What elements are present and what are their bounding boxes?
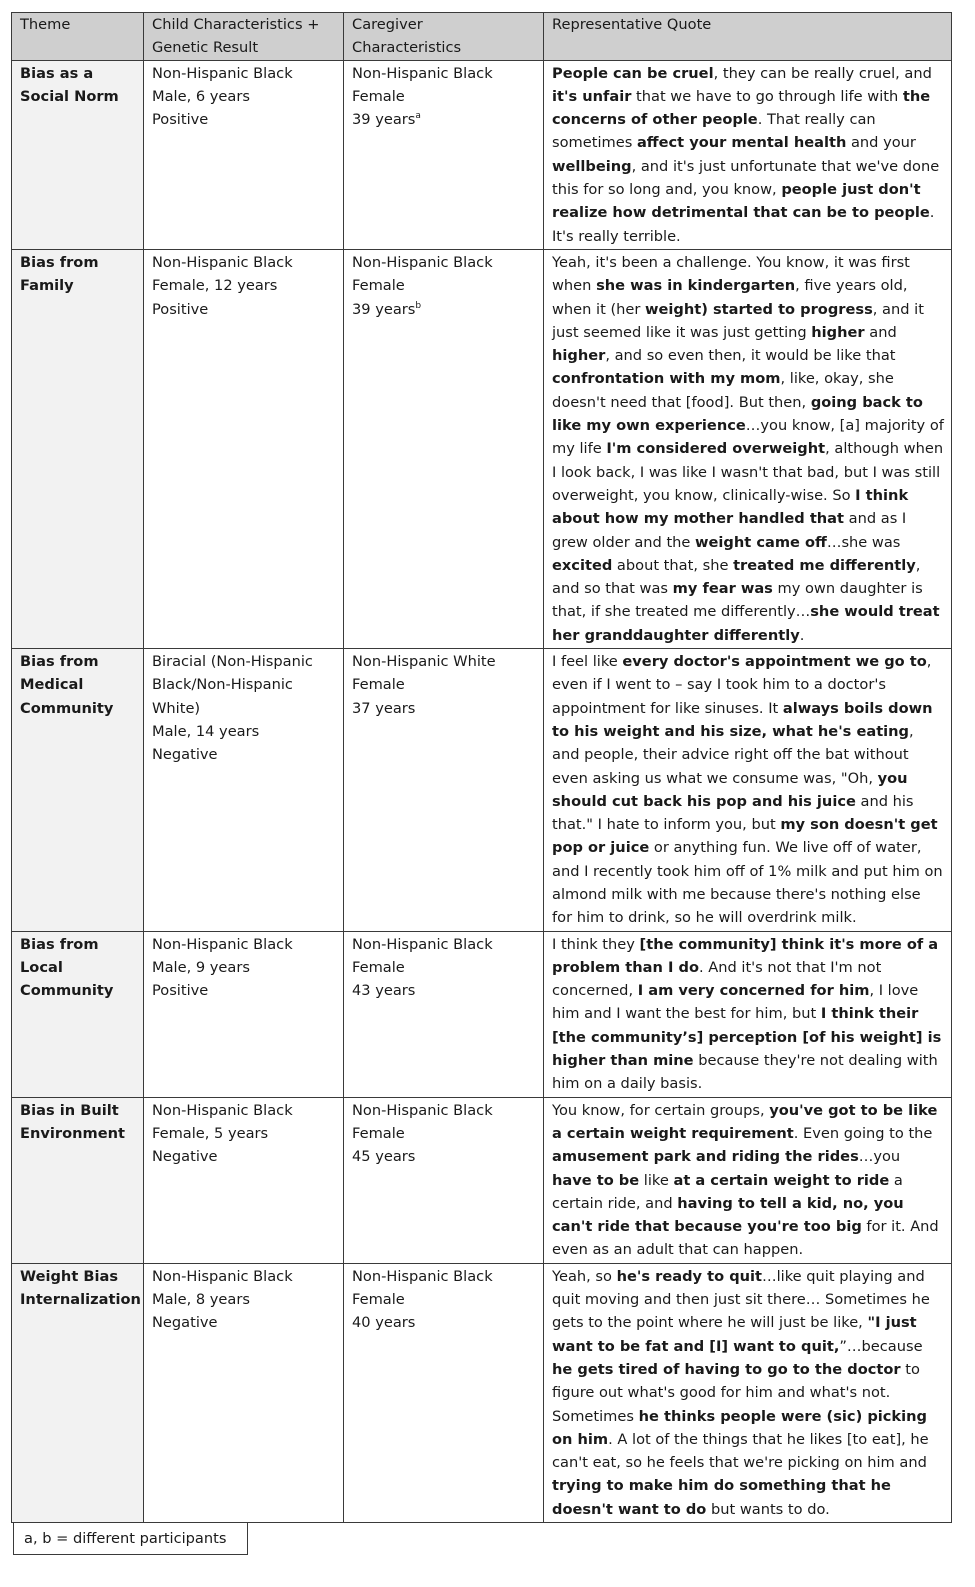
quote-emphasis: you should cut back his pop and his juice — [552, 769, 908, 810]
participant-superscript: b — [415, 300, 422, 311]
quote-emphasis: weight) started to progress — [645, 300, 873, 318]
caregiver-characteristic-line — [352, 1099, 536, 1122]
caregiver-characteristic-text: Female — [352, 1291, 405, 1309]
table-body — [12, 60, 952, 1522]
caregiver-characteristic-line — [352, 1145, 536, 1168]
table-row — [12, 60, 952, 249]
child-characteristic-line: Male, 8 years — [152, 1291, 250, 1309]
quote-text: and as I grew older and the — [552, 510, 907, 551]
caregiver-characteristic-text: Non-Hispanic Black — [352, 1101, 493, 1119]
theme-cell: Bias as a Social Norm — [12, 60, 144, 249]
quote-text: , and people, their advice right off the bat without even asking us what we consume was, "Oh, — [552, 722, 914, 787]
caregiver-characteristic-text: Non-Hispanic Black — [352, 935, 493, 953]
caregiver-characteristic-line — [352, 85, 536, 108]
quote-emphasis: she was in kindergarten — [596, 277, 796, 295]
caregiver-characteristic-text: 43 years — [352, 982, 416, 1000]
quote-emphasis: my son doesn't get pop or juice — [552, 816, 938, 857]
child-characteristic-line: Non-Hispanic Black — [152, 1267, 293, 1285]
quote-text: . And it's not that I'm not concerned, — [552, 958, 882, 1000]
quote-text: . Even going to the — [793, 1124, 933, 1142]
quote-text: , and it just seemed like it was just getting — [552, 300, 924, 341]
caregiver-characteristic-line — [352, 251, 536, 274]
quote-text: ”…because — [839, 1337, 923, 1355]
caregiver-characteristic-text: Female — [352, 676, 405, 694]
child-characteristic-line: Male, 6 years — [152, 87, 250, 105]
child-characteristic-line: Female, 12 years — [152, 277, 278, 295]
header-row — [12, 13, 952, 61]
quote-text: You know, for certain groups, — [552, 1101, 770, 1119]
quote-text: to figure out what's good for him and what's not. Sometimes — [552, 1360, 920, 1425]
quote-text: but wants to do. — [706, 1500, 830, 1518]
quote-emphasis: every doctor's appointment we go to — [622, 653, 927, 671]
quote-emphasis: treated me differently — [733, 556, 916, 574]
child-characteristics-cell — [144, 60, 344, 249]
quote-text: , although when I look back, I was like I wasn't that bad, but I was still overweight, you know, clinically-wise. So — [552, 440, 944, 504]
representative-quote-cell — [544, 1263, 952, 1522]
caregiver-characteristic-text: Female — [352, 1124, 405, 1142]
quote-text: that we have to go through life with — [631, 87, 903, 105]
child-characteristic-line: Positive — [152, 300, 209, 318]
caregiver-characteristic-text: Female — [352, 958, 405, 976]
header-child-characteristics: Child Characteristics + Genetic Result — [144, 13, 344, 61]
quote-emphasis: weight came off — [695, 533, 827, 551]
quote-emphasis: People can be cruel — [552, 64, 714, 82]
quote-emphasis: amusement park and riding the rides — [552, 1148, 859, 1166]
quote-text: …you — [858, 1148, 901, 1166]
caregiver-characteristic-line — [352, 298, 536, 321]
child-characteristic-line: Positive — [152, 982, 209, 1000]
quote-text: , and so that was — [552, 556, 921, 598]
child-characteristics-cell — [144, 649, 344, 932]
quote-text: Yeah, it's been a challenge. You know, it was first when — [552, 253, 910, 295]
quote-text: and — [864, 323, 897, 341]
child-characteristic-line: Female, 5 years — [152, 1124, 269, 1142]
quote-text: …you know, [a] majority of my life — [552, 417, 944, 458]
quote-text: . A lot of the things that he likes [to eat], he can't eat, so he feels that we're picking on him and — [552, 1430, 929, 1472]
quote-text: , and it's just unfortunate that we've done this for so long and, you know, — [552, 157, 940, 199]
quote-text: or anything fun. We live off of water, and I recently took him off of 1% milk and put him on almond milk with me because there's nothing else for him to drink, so he will overdrink milk. — [552, 839, 943, 927]
participant-superscript: a — [415, 111, 421, 122]
caregiver-characteristic-text: Non-Hispanic Black — [352, 253, 493, 271]
child-characteristic-line: Non-Hispanic Black — [152, 253, 293, 271]
child-characteristic-line: Male, 14 years — [152, 722, 260, 740]
quote-text: . That really can sometimes — [552, 111, 876, 152]
quote-text: and his that." I hate to inform you, but — [552, 792, 914, 834]
quote-text: Yeah, so — [552, 1267, 617, 1285]
quote-text: …she was — [826, 533, 901, 551]
caregiver-characteristics-cell — [344, 1097, 544, 1263]
child-characteristic-line: Negative — [152, 1314, 218, 1332]
quote-emphasis: people just don't realize how detrimental that can be to people — [552, 181, 930, 222]
caregiver-characteristic-line — [352, 673, 536, 696]
header-caregiver-characteristics: Caregiver Characteristics — [344, 13, 544, 61]
quote-text: I feel like — [552, 653, 623, 671]
quote-text: …like quit playing and quit moving and then just sit there… Sometimes he gets to the point where he will just be like, — [552, 1267, 930, 1332]
caregiver-characteristic-line — [352, 697, 536, 720]
caregiver-characteristics-cell — [344, 1263, 544, 1522]
quote-emphasis: always boils down to his weight and his size, what he's eating — [552, 699, 933, 740]
child-characteristic-line: Negative — [152, 746, 218, 764]
caregiver-characteristic-line — [352, 1122, 536, 1145]
quote-emphasis: trying to make him do something that he doesn't want to do — [552, 1477, 891, 1518]
child-characteristic-line: Male, 9 years — [152, 958, 250, 976]
theme-cell: Bias from Local Community — [12, 931, 144, 1097]
child-characteristic-line: Biracial (Non-Hispanic Black/Non-Hispanic White) — [152, 653, 313, 717]
child-characteristic-line: Positive — [152, 111, 209, 129]
quote-text: and your — [846, 134, 916, 152]
quote-text: , even if I went to – say I took him to a doctor's appointment for like sinuses. It — [552, 653, 932, 717]
caregiver-characteristic-text: 37 years — [352, 699, 416, 717]
quote-emphasis: he thinks people were (sic) picking on him — [552, 1407, 927, 1448]
theme-cell: Bias from Medical Community — [12, 649, 144, 932]
caregiver-characteristic-line — [352, 956, 536, 979]
caregiver-characteristics-cell — [344, 60, 544, 249]
quote-emphasis: higher — [552, 347, 606, 365]
quote-emphasis: excited — [552, 556, 613, 574]
representative-quote-cell — [544, 1097, 952, 1263]
table-row — [12, 649, 952, 932]
caregiver-characteristic-line — [352, 62, 536, 85]
theme-cell: Weight Bias Internalization — [12, 1263, 144, 1522]
caregiver-characteristic-text: 40 years — [352, 1314, 416, 1332]
quote-text: , I love him and I want the best for him, but — [552, 982, 919, 1023]
table-row — [12, 1263, 952, 1522]
quote-emphasis: affect your mental health — [636, 134, 847, 152]
theme-cell: Bias in Built Environment — [12, 1097, 144, 1263]
caregiver-characteristic-line — [352, 1311, 536, 1334]
caregiver-characteristic-line — [352, 650, 536, 673]
caregiver-characteristic-line — [352, 108, 536, 131]
quote-emphasis: at a certain weight to ride — [673, 1171, 890, 1189]
child-characteristics-cell — [144, 1263, 344, 1522]
quotes-table — [11, 12, 952, 1523]
caregiver-characteristics-cell — [344, 931, 544, 1097]
caregiver-characteristics-cell — [344, 649, 544, 932]
quote-emphasis: he gets tired of having to go to the doctor — [552, 1360, 901, 1378]
representative-quote-cell — [544, 649, 952, 932]
quote-emphasis: I think about how my mother handled that — [552, 486, 909, 528]
table-row — [12, 931, 952, 1097]
caregiver-characteristics-cell — [344, 249, 544, 648]
quote-text: I think they — [552, 935, 640, 953]
caregiver-characteristic-text: Non-Hispanic Black — [352, 64, 493, 82]
caregiver-characteristic-text: 39 years — [352, 111, 416, 129]
quote-text: my own daughter is that, if she treated me differently… — [552, 580, 923, 621]
quote-emphasis: he's ready to quit — [616, 1267, 763, 1285]
child-characteristic-line: Non-Hispanic Black — [152, 935, 293, 953]
quote-emphasis: going back to like my own experience — [552, 393, 923, 435]
quote-emphasis: I think their [the community’s] perception [of his weight] is higher than mine — [552, 1005, 942, 1070]
header-representative-quote: Representative Quote — [544, 13, 952, 61]
quote-emphasis: the concerns of other people — [552, 87, 931, 129]
quote-emphasis: confrontation with my mom — [552, 370, 781, 388]
table-row — [12, 1097, 952, 1263]
quote-emphasis: I am very concerned for him — [637, 982, 870, 1000]
quote-text: . It's really terrible. — [552, 204, 935, 245]
caregiver-characteristic-line — [352, 933, 536, 956]
caregiver-characteristic-text: 45 years — [352, 1148, 416, 1166]
quote-emphasis: having to tell a kid, no, you can't ride that because you're too big — [552, 1194, 904, 1236]
quote-emphasis: "I just want to be fat and [I] want to quit, — [552, 1314, 917, 1355]
caregiver-characteristic-text: Non-Hispanic White — [352, 653, 496, 671]
quote-text: about that, she — [612, 556, 734, 574]
theme-cell: Bias from Family — [12, 249, 144, 648]
quote-emphasis: higher — [811, 323, 865, 341]
caregiver-characteristic-line — [352, 1265, 536, 1288]
quote-text: , five years old, when it (her — [552, 277, 908, 318]
quote-emphasis: it's unfair — [552, 87, 632, 105]
caregiver-characteristic-line — [352, 1288, 536, 1311]
quote-emphasis: have to be — [552, 1171, 640, 1189]
caregiver-characteristic-text: Female — [352, 87, 405, 105]
caregiver-characteristic-line — [352, 979, 536, 1002]
footnote: a, b = different participants — [13, 1522, 248, 1555]
quote-text: , and so even then, it would be like that — [605, 347, 896, 365]
child-characteristics-cell — [144, 249, 344, 648]
quote-emphasis: wellbeing — [552, 157, 632, 175]
caregiver-characteristic-text: Female — [352, 277, 405, 295]
representative-quote-cell — [544, 60, 952, 249]
quote-text: because they're not dealing with him on a daily basis. — [552, 1052, 938, 1093]
caregiver-characteristic-text: 39 years — [352, 300, 416, 318]
child-characteristics-cell — [144, 931, 344, 1097]
quote-emphasis: my fear was — [672, 580, 773, 598]
representative-quote-cell — [544, 249, 952, 648]
quote-emphasis: I'm considered overweight — [606, 440, 826, 458]
caregiver-characteristic-text: Non-Hispanic Black — [352, 1267, 493, 1285]
caregiver-characteristic-line — [352, 274, 536, 297]
child-characteristic-line: Non-Hispanic Black — [152, 1101, 293, 1119]
quote-text: , they can be really cruel, and — [713, 64, 932, 82]
child-characteristic-line: Non-Hispanic Black — [152, 64, 293, 82]
representative-quote-cell — [544, 931, 952, 1097]
quote-text: , like, okay, she doesn't need that [food]. But then, — [552, 370, 894, 411]
quote-text: . — [799, 626, 805, 644]
quote-emphasis: she would treat her granddaughter differently — [552, 603, 940, 644]
quote-text: a certain ride, and — [552, 1171, 903, 1212]
quote-emphasis: you've got to be like a certain weight requirement — [552, 1101, 938, 1142]
table-row — [12, 249, 952, 648]
header-theme: Theme — [12, 13, 144, 61]
quote-text: like — [639, 1171, 674, 1189]
child-characteristic-line: Negative — [152, 1148, 218, 1166]
quote-text: for it. And even as an adult that can happen. — [552, 1218, 939, 1259]
quote-emphasis: [the community] think it's more of a problem than I do — [552, 935, 939, 976]
child-characteristics-cell — [144, 1097, 344, 1263]
